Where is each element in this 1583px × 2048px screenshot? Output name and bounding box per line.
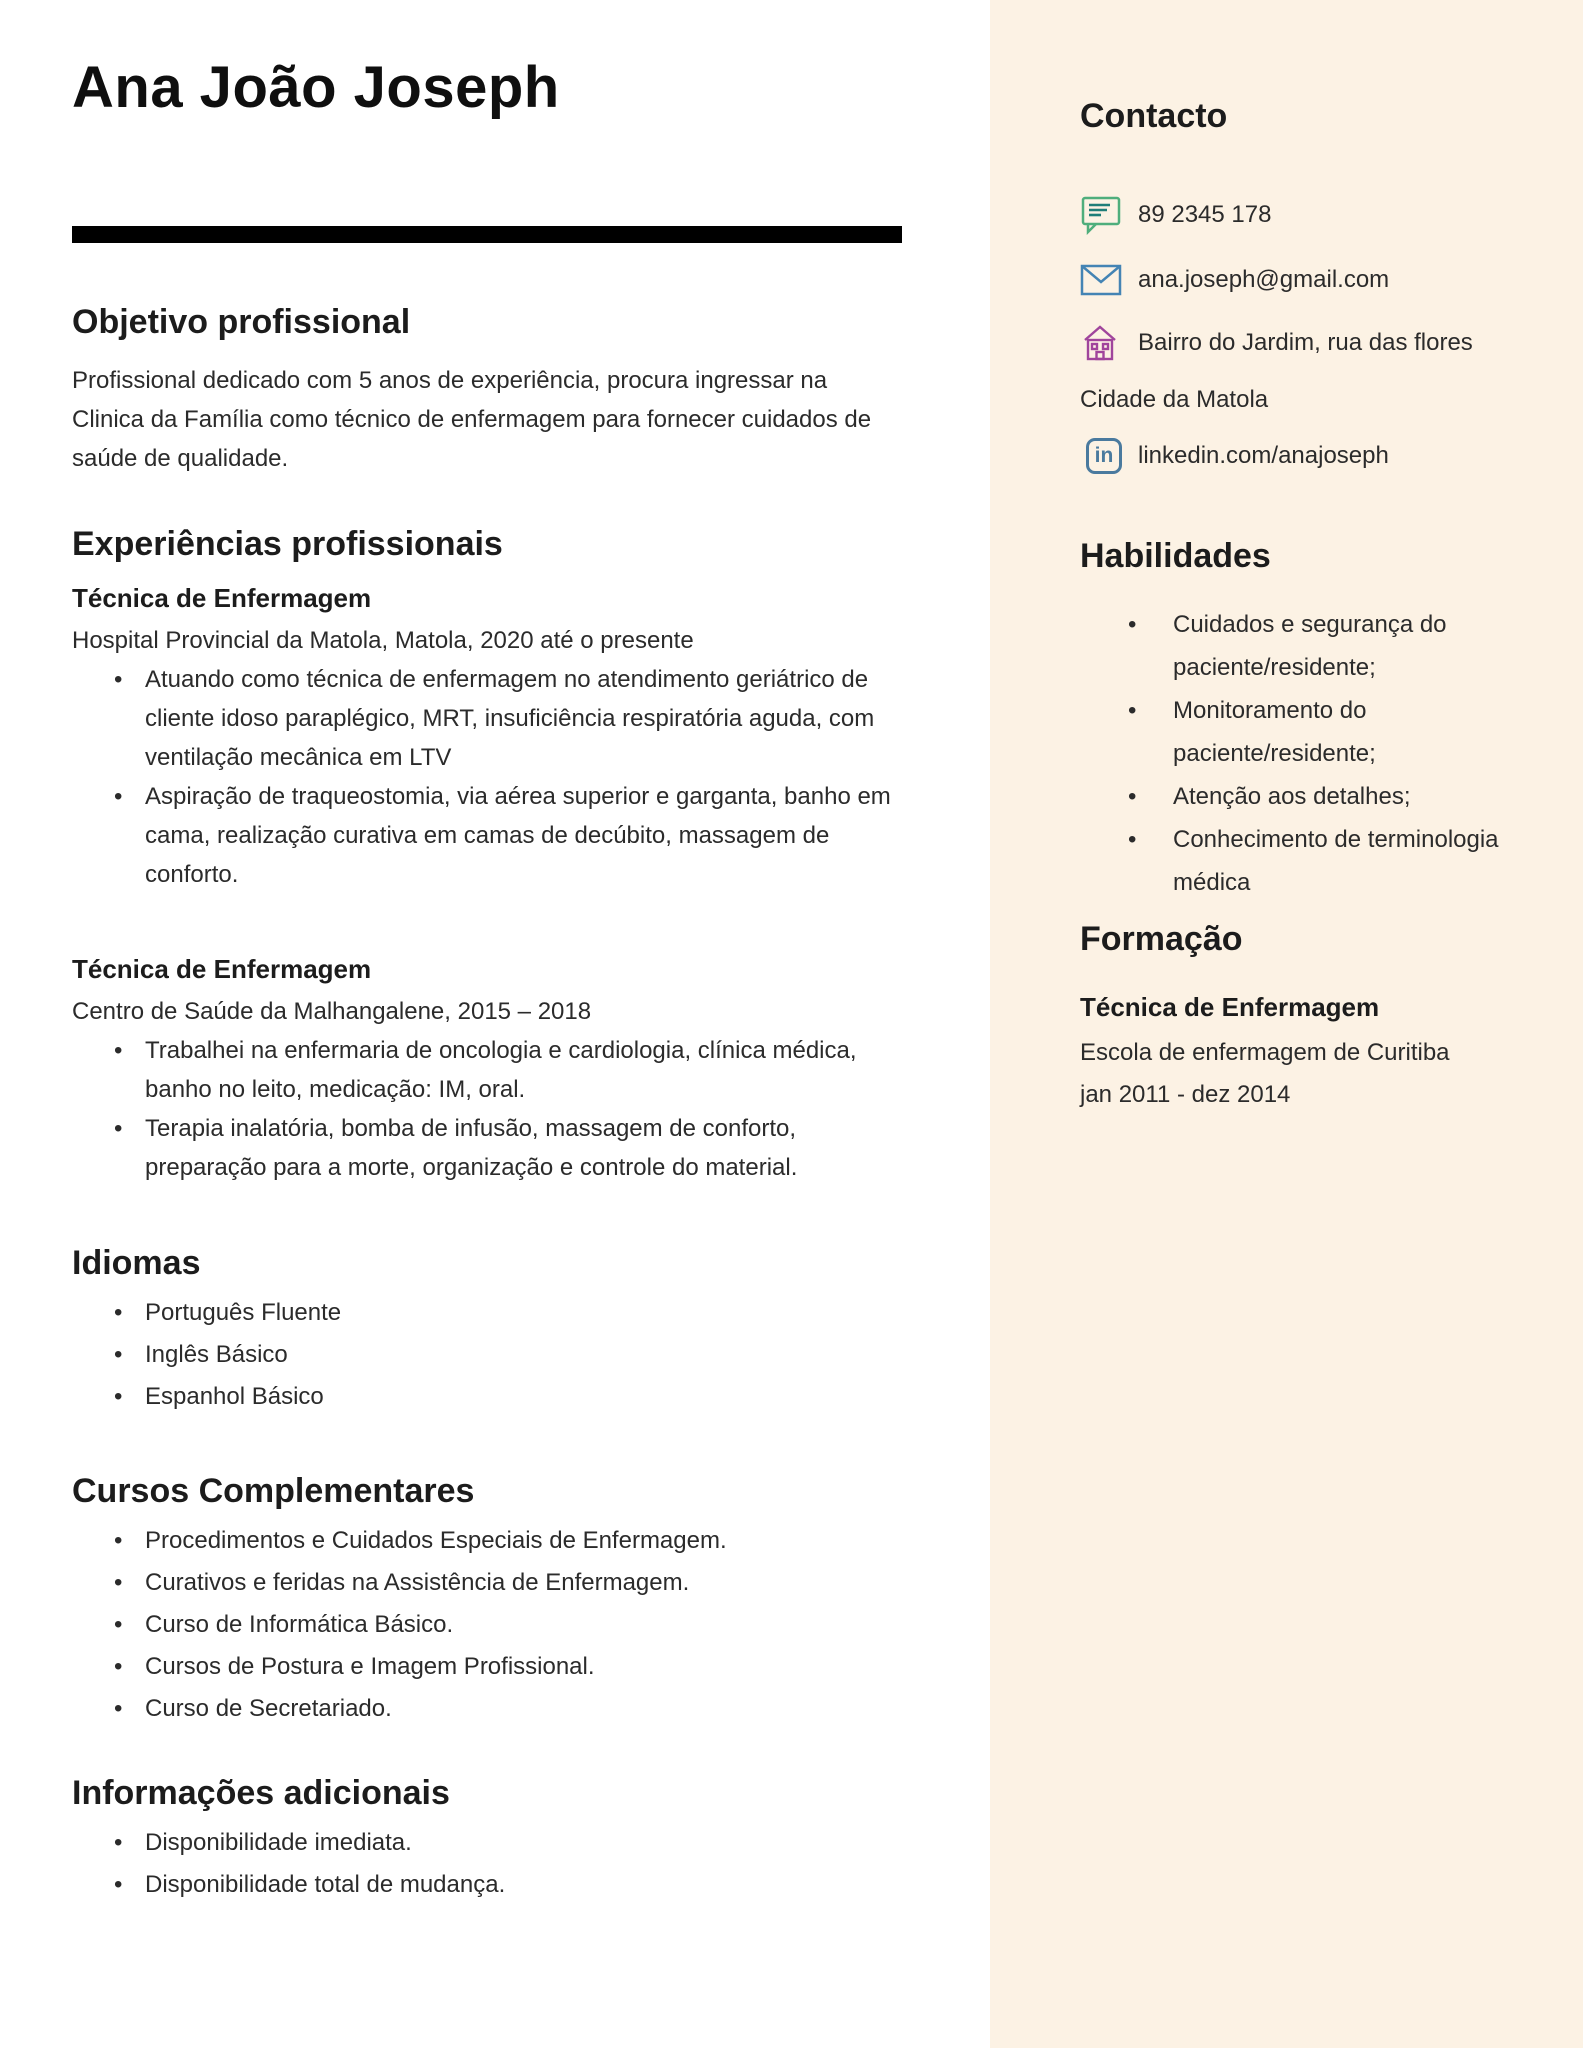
language-item: • Inglês Básico xyxy=(72,1334,902,1376)
skill-item: • Monitoramento do paciente/residente; xyxy=(1080,689,1531,775)
phone-number: 89 2345 178 xyxy=(1138,201,1272,228)
envelope-icon xyxy=(1080,264,1126,296)
section-heading-contact: Contacto xyxy=(1080,97,1228,135)
header-divider-bar xyxy=(72,226,902,243)
skills-list xyxy=(1080,603,1531,904)
job-bullet: • Aspiração de traqueostomia, via aérea superior e garganta, banho em cama, realização curativa em camas de decúbito, massagem de conforto. xyxy=(72,777,902,894)
education-title: Técnica de Enfermagem xyxy=(1080,992,1380,1022)
message-icon xyxy=(1080,193,1126,237)
address-line2: Cidade da Matola xyxy=(1080,386,1269,413)
house-icon xyxy=(1080,323,1126,363)
additional-info-item: • Disponibilidade total de mudança. xyxy=(72,1864,902,1906)
job-title: Técnica de Enfermagem xyxy=(72,954,372,984)
job-title: Técnica de Enfermagem xyxy=(72,583,372,613)
contact-row-address xyxy=(1080,323,1531,363)
job-bullet: • Terapia inalatória, bomba de infusão, massagem de conforto, preparação para a morte, organização e controle do material. xyxy=(72,1109,902,1187)
job-bullet-list xyxy=(72,660,902,894)
job-org-dates: Centro de Saúde da Malhangalene, 2015 – 2018 xyxy=(72,998,592,1025)
job-bullet-list xyxy=(72,1031,902,1187)
section-heading-objective: Objetivo profissional xyxy=(72,303,411,341)
education-dates: jan 2011 - dez 2014 xyxy=(1080,1081,1291,1108)
linkedin-url: linkedin.com/anajoseph xyxy=(1138,442,1389,469)
education-entry xyxy=(1080,990,1531,1116)
job-bullet: • Atuando como técnica de enfermagem no atendimento geriátrico de cliente idoso paraplégico, MRT, insuficiência respiratória aguda, com ventilação mecânica em LTV xyxy=(72,660,902,777)
sidebar-column xyxy=(990,0,1583,2048)
courses-list xyxy=(72,1520,902,1730)
languages-list xyxy=(72,1292,902,1418)
linkedin-icon xyxy=(1080,438,1126,474)
course-item: • Curativos e feridas na Assistência de Enfermagem. xyxy=(72,1562,902,1604)
contact-list xyxy=(1080,193,1531,475)
section-heading-courses: Cursos Complementares xyxy=(72,1472,475,1510)
section-heading-education: Formação xyxy=(1080,920,1243,958)
address-line1: Bairro do Jardim, rua das flores xyxy=(1138,329,1473,356)
language-item: • Português Fluente xyxy=(72,1292,902,1334)
section-heading-experience: Experiências profissionais xyxy=(72,525,503,563)
objective-text: Profissional dedicado com 5 anos de experiência, procura ingressar na Clinica da Família como técnico de enfermagem para fornecer cuidados de saúde de qualidade. xyxy=(72,367,872,472)
additional-info-list xyxy=(72,1822,902,1906)
course-item: • Cursos de Postura e Imagem Profissional. xyxy=(72,1646,902,1688)
education-school: Escola de enfermagem de Curitiba xyxy=(1080,1039,1450,1066)
skill-item: • Atenção aos detalhes; xyxy=(1080,775,1531,818)
contact-row-email xyxy=(1080,261,1531,299)
course-item: • Curso de Secretariado. xyxy=(72,1688,902,1730)
linkedin-icon-glyph: in xyxy=(1086,438,1122,474)
section-heading-additional-info: Informações adicionais xyxy=(72,1774,450,1812)
skill-item: • Conhecimento de terminologia médica xyxy=(1080,818,1531,904)
section-heading-languages: Idiomas xyxy=(72,1244,201,1282)
contact-row-linkedin xyxy=(1080,437,1531,475)
email-address: ana.joseph@gmail.com xyxy=(1138,266,1390,293)
skill-item: • Cuidados e segurança do paciente/residente; xyxy=(1080,603,1531,689)
course-item: • Curso de Informática Básico. xyxy=(72,1604,902,1646)
contact-row-phone xyxy=(1080,193,1531,237)
person-name: Ana João Joseph xyxy=(72,55,560,120)
course-item: • Procedimentos e Cuidados Especiais de Enfermagem. xyxy=(72,1520,902,1562)
job-bullet: • Trabalhei na enfermaria de oncologia e cardiologia, clínica médica, banho no leito, medicação: IM, oral. xyxy=(72,1031,902,1109)
job-org-dates: Hospital Provincial da Matola, Matola, 2020 até o presente xyxy=(72,627,694,654)
additional-info-item: • Disponibilidade imediata. xyxy=(72,1822,902,1864)
section-heading-skills: Habilidades xyxy=(1080,537,1271,575)
language-item: • Espanhol Básico xyxy=(72,1376,902,1418)
